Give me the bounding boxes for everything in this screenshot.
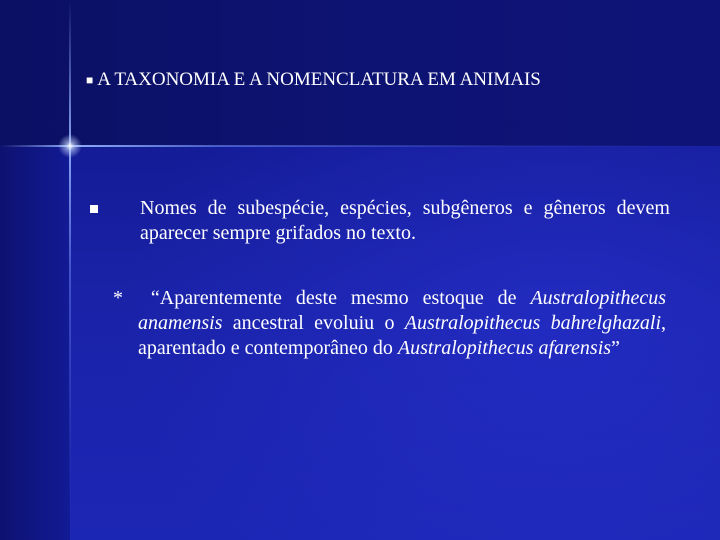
- title-bullet-icon: ■: [86, 73, 94, 87]
- bullet-text: Nomes de subespécie, espécies, subgêneros e gêneros devem aparecer sempre grifados no texto.: [140, 197, 670, 244]
- taxon-name: Australopithecus bahrelghazali: [404, 312, 661, 334]
- horizontal-accent-line: [0, 145, 720, 147]
- bullet-item: [90, 196, 670, 246]
- taxon-name: Australopithecus anamensis: [138, 287, 667, 334]
- slide-title: [86, 68, 706, 92]
- taxon-name: Australopithecus afarensis: [397, 337, 612, 359]
- quote-marker: *: [113, 287, 123, 309]
- quote-block: [90, 286, 666, 361]
- quote-open: “Aparentemente deste mesmo estoque de: [150, 287, 531, 309]
- quote-close: ”: [611, 337, 620, 359]
- sparkle-icon: [58, 134, 82, 158]
- quote-mid: ancestral evoluiu o: [222, 312, 405, 334]
- vertical-accent-line: [69, 0, 71, 540]
- quote-mid: , aparentado e contemporâneo do: [138, 312, 666, 359]
- title-text: A TAXONOMIA E A NOMENCLATURA EM ANIMAIS: [97, 69, 541, 90]
- left-band: [0, 146, 70, 540]
- quote-text: [90, 286, 666, 361]
- square-bullet-icon: [90, 205, 98, 213]
